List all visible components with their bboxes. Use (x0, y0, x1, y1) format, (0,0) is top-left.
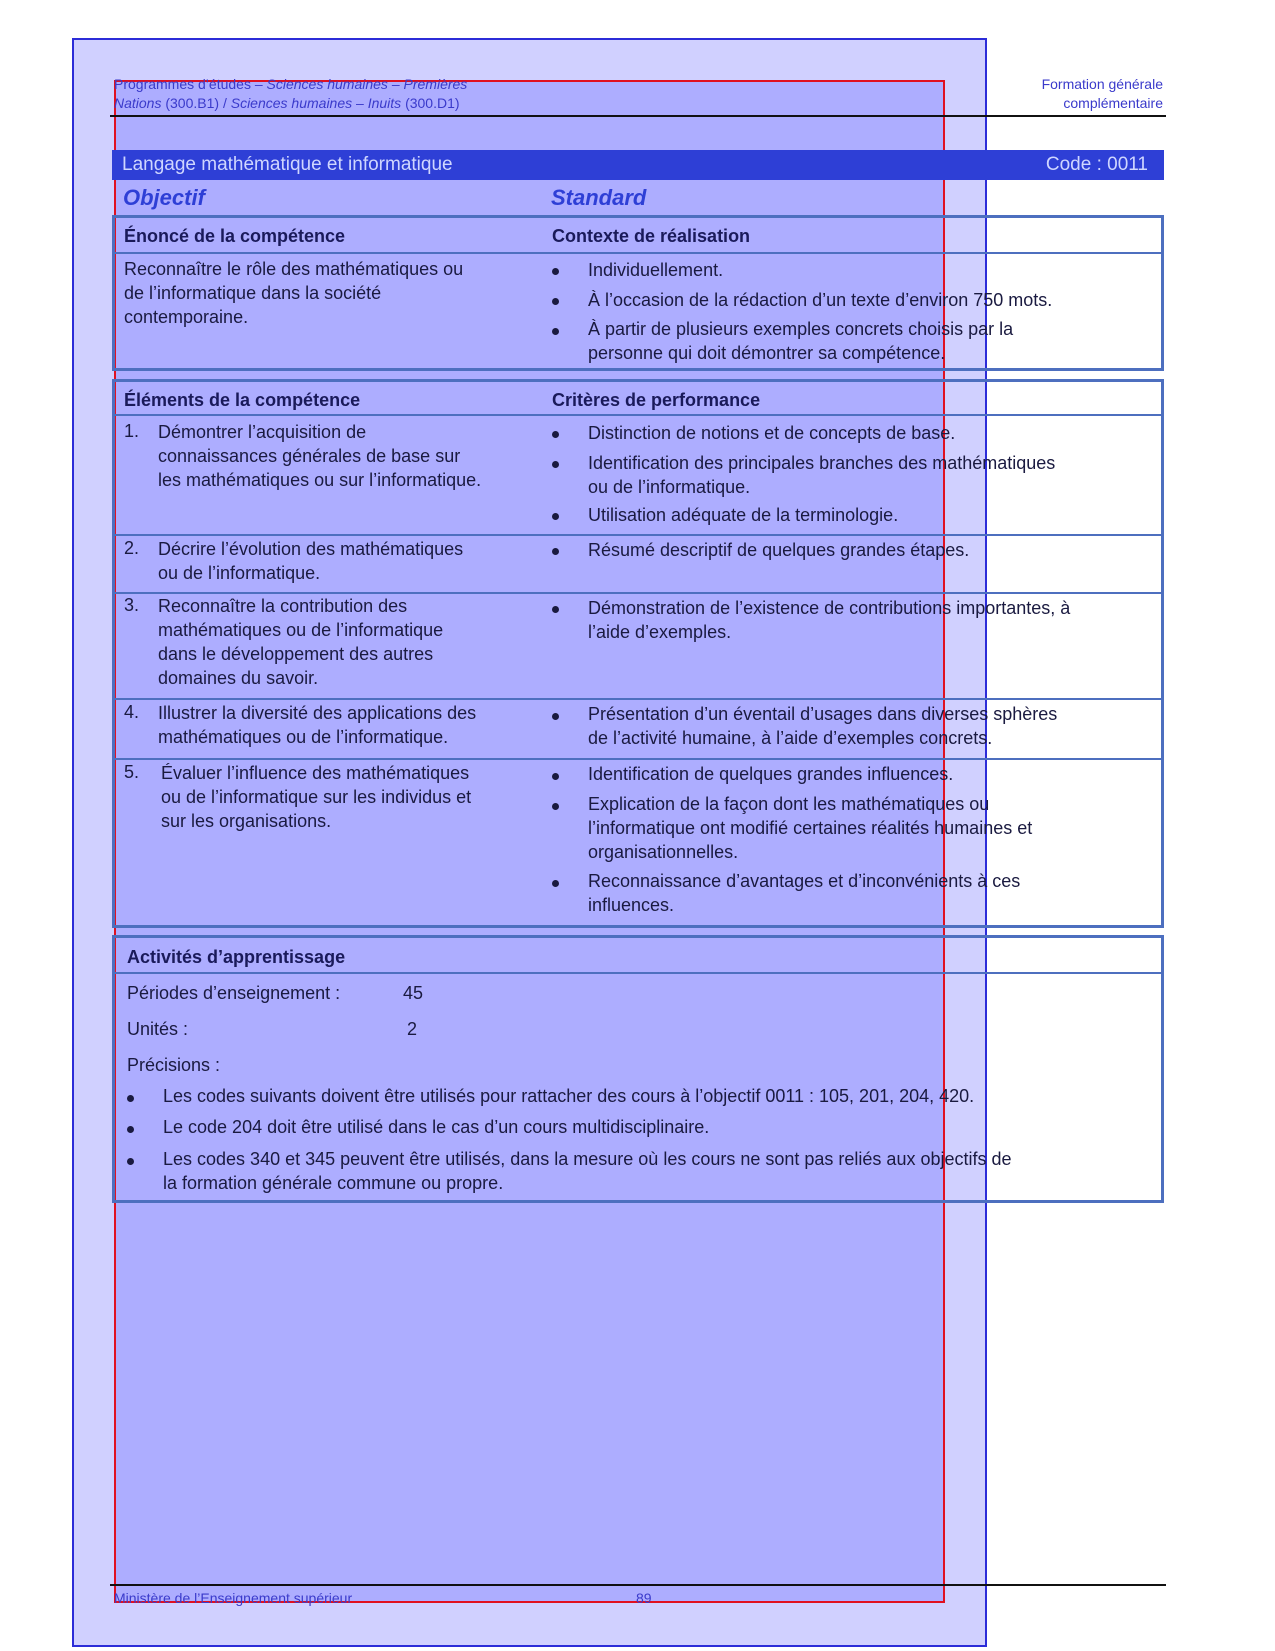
criteres-label: Critères de performance (552, 390, 761, 410)
element-number: 4. (124, 702, 140, 722)
element-number: 5. (124, 762, 140, 782)
bullet (552, 328, 559, 335)
contexte-item: À partir de plusieurs exemples concrets choisis par la personne qui doit démontrer sa compétence. (588, 319, 1014, 363)
bullet (127, 1126, 134, 1133)
bullet (552, 513, 559, 520)
row-divider (115, 534, 1161, 536)
bullet (552, 713, 559, 720)
bullet (552, 773, 559, 780)
bullet (552, 461, 559, 468)
objective-code: Code : 0011 (1045, 154, 1148, 175)
bullet (552, 431, 559, 438)
header-right-line2: complémentaire (1063, 95, 1163, 111)
page-number: 89 (636, 1590, 652, 1606)
element-number: 1. (124, 421, 140, 441)
standard-heading: Standard (551, 185, 647, 210)
critere-item: Reconnaissance d’avantages et d’inconvénients à ces influences. (588, 871, 1021, 915)
element-text: Reconnaître la contribution des mathématiques ou de l’informatique dans le développement des autres domaines du savoir. (158, 596, 444, 688)
bullet (552, 548, 559, 555)
bullet (127, 1095, 134, 1102)
critere-item: Présentation d’un éventail d’usages dans diverses sphères de l’activité humaine, à l’aide d’exemples concrets. (588, 704, 1058, 748)
header-right-line1: Formation générale (1041, 76, 1163, 92)
row-divider (115, 698, 1161, 700)
critere-item: Identification de quelques grandes influences. (588, 764, 954, 784)
periodes-label: Périodes d’enseignement : (127, 983, 341, 1003)
header-left-line1: Programmes d’études – Sciences humaines – Premières (114, 76, 468, 92)
critere-item: Utilisation adéquate de la terminologie. (588, 505, 899, 525)
bullet (552, 803, 559, 810)
header-left-line2: Nations (300.B1) / Sciences humaines – Inuits (300.D1) (114, 95, 460, 111)
element-number: 2. (124, 538, 140, 558)
bullet (552, 880, 559, 887)
critere-item: Explication de la façon dont les mathématiques ou l’informatique ont modifié certaines réalités humaines et organisationnelles. (588, 794, 1033, 862)
element-number: 3. (124, 595, 140, 615)
element-text: Démontrer l’acquisition de connaissances générales de base sur les mathématiques ou sur l’informatique. (158, 422, 482, 490)
contexte-item: À l’occasion de la rédaction d’un texte d’environ 750 mots. (588, 290, 1053, 310)
bullet (552, 268, 559, 275)
precision-item: Les codes suivants doivent être utilisés pour rattacher des cours à l’objectif 0011 : 105, 201, 204, 420. (163, 1086, 975, 1106)
precision-item: Le code 204 doit être utilisé dans le cas d’un cours multidisciplinaire. (163, 1117, 710, 1137)
header-rule (110, 115, 1166, 117)
contexte-label: Contexte de réalisation (552, 226, 751, 246)
periodes-value: 45 (403, 983, 424, 1003)
unites-value: 2 (407, 1019, 418, 1039)
element-text: Décrire l’évolution des mathématiques ou de l’informatique. (158, 539, 464, 583)
objectif-heading: Objectif (123, 185, 205, 210)
contexte-item: Individuellement. (588, 260, 724, 280)
competence-box (112, 215, 1164, 371)
bullet (552, 298, 559, 305)
critere-item: Distinction de notions et de concepts de base. (588, 423, 956, 443)
footer-ministry: Ministère de l’Enseignement supérieur (114, 1590, 353, 1606)
enonce-label: Énoncé de la compétence (124, 226, 346, 246)
elements-label: Éléments de la compétence (124, 390, 361, 410)
elements-box (112, 379, 1164, 928)
critere-item: Identification des principales branches des mathématiques ou de l’informatique. (588, 453, 1056, 497)
objective-title: Langage mathématique et informatique (122, 154, 453, 175)
activites-title: Activités d’apprentissage (127, 947, 346, 967)
precisions-label: Précisions : (127, 1055, 221, 1075)
bullet (127, 1158, 134, 1165)
elements-divider (115, 414, 1161, 416)
footer-rule (110, 1584, 1166, 1586)
unites-label: Unités : (127, 1019, 189, 1039)
enonce-text: Reconnaître le rôle des mathématiques ou de l’informatique dans la société contemporaine. (124, 259, 464, 327)
element-text: Évaluer l’influence des mathématiques ou de l’informatique sur les individus et sur les organisations. (161, 763, 472, 831)
critere-item: Résumé descriptif de quelques grandes étapes. (588, 540, 970, 560)
bullet (552, 606, 559, 613)
row-divider (115, 758, 1161, 760)
element-text: Illustrer la diversité des applications des mathématiques ou de l’informatique. (158, 703, 477, 747)
activites-box (112, 935, 1164, 1203)
competence-divider (115, 252, 1161, 254)
critere-item: Démonstration de l’existence de contributions importantes, à l’aide d’exemples. (588, 598, 1071, 642)
activites-divider (115, 972, 1161, 974)
objective-band (112, 150, 1164, 180)
precision-item: Les codes 340 et 345 peuvent être utilisés, dans la mesure où les cours ne sont pas reliés aux objectifs de la formation générale commune ou propre. (163, 1149, 1012, 1193)
